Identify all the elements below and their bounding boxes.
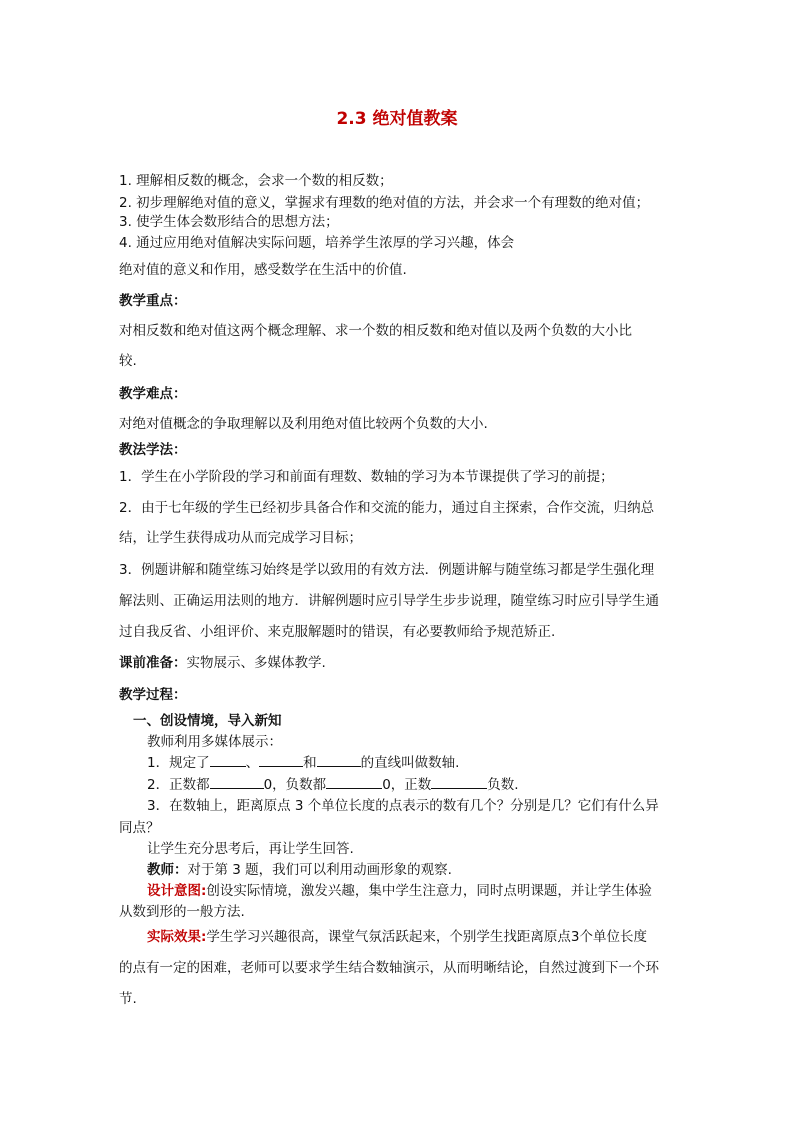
question-3-line-1: 3．在数轴上，距离原点 3 个单位长度的点表示的数有几个？分别是几？它们有什么异 [147,798,659,814]
think-instruction: 让学生充分思考后，再让学生回答. [147,841,354,857]
q2-blank-2 [326,776,382,789]
key-points-line-1: 对相反数和绝对值这两个概念理解、求一个数的相反数和绝对值以及两个负数的大小比 [119,323,632,339]
teacher-text: 对于第 3 题，我们可以利用动画形象的观察. [187,862,452,878]
teacher-note [147,861,452,879]
actual-effect-text-3: 节. [119,991,137,1007]
actual-effect-label: 实际效果: [147,929,207,945]
q1-blank-3 [317,754,361,767]
objective-2: 2. 初步理解绝对值的意义，掌握求有理数的绝对值的方法，并会求一个有理数的绝对值； [119,195,650,211]
objective-4: 4. 通过应用绝对值解决实际问题，培养学生浓厚的学习兴趣，体会 [119,235,515,251]
teacher-label: 教师： [147,862,188,878]
actual-effect-text-2: 的点有一定的困难，老师可以要求学生结合数轴演示，从而明晰结论，自然过渡到下一个环 [119,960,659,976]
q1-blank-2 [259,754,303,767]
actual-effect [147,928,647,946]
difficulties-heading: 教学难点： [119,386,187,402]
q1-text-a: 1．规定了 [147,755,210,771]
methods-line-2: 2．由于七年级的学生已经初步具备合作和交流的能力，通过自主探索，合作交流，归纳总 [119,500,655,516]
question-3-line-2: 同点？ [119,820,160,836]
design-intent-label: 设计意图: [147,883,207,899]
methods-line-6: 过自我反省、小组评价、来克服解题时的错误，有必要教师给予规范矫正. [119,624,556,640]
q2-text-a: 2．正数都 [147,777,210,793]
key-points-heading: 教学重点： [119,293,187,309]
objective-3: 3. 使学生体会数形结合的思想方法； [119,214,339,230]
methods-heading: 教法学法： [119,442,187,458]
design-intent-text-1: 创设实际情境，激发兴趣，集中学生注意力，同时点明课题，并让学生体验 [206,883,652,899]
question-2 [147,776,519,794]
objective-1: 1. 理解相反数的概念，会求一个数的相反数； [119,173,393,189]
q2-text-d: 负数. [487,777,519,793]
process-heading: 教学过程： [119,687,187,703]
key-points-line-2: 较. [119,353,137,369]
methods-line-3: 结，让学生获得成功从而完成学习目标； [119,530,362,546]
q2-text-b: 0，负数都 [263,777,327,793]
methods-line-5: 解法则、正确运用法则的地方．讲解例题时应引导学生步步说理，随堂练习时应引导学生通 [119,593,659,609]
q1-blank-1 [210,754,246,767]
design-intent [147,882,652,900]
section-1-heading: 一、创设情境，导入新知 [133,713,282,729]
process-intro: 教师利用多媒体展示： [147,734,282,750]
prep-text: 实物展示、多媒体教学. [186,655,326,671]
q1-text-d: 的直线叫做数轴. [360,755,460,771]
q1-text-c: 和 [303,755,317,771]
methods-line-4: 3．例题讲解和随堂练习始终是学以致用的有效方法．例题讲解与随堂练习都是学生强化理 [119,562,655,578]
q2-blank-1 [210,776,264,789]
q2-text-c: 0，正数 [382,777,432,793]
objective-4-cont: 绝对值的意义和作用，感受数学在生活中的价值. [119,262,407,278]
design-intent-text-2: 从数到形的一般方法. [119,904,245,920]
methods-line-1: 1．学生在小学阶段的学习和前面有理数、数轴的学习为本节课提供了学习的前提； [119,469,614,485]
document-title: 2.3 绝对值教案 [336,109,458,129]
difficulties-line-1: 对绝对值概念的争取理解以及利用绝对值比较两个负数的大小. [119,416,488,432]
q1-text-b: 、 [245,755,260,771]
prep-paragraph [119,654,326,672]
q2-blank-3 [431,776,487,789]
prep-heading: 课前准备： [119,655,187,671]
question-1 [147,754,459,772]
actual-effect-text-1: 学生学习兴趣很高，课堂气氛活跃起来，个别学生找距离原点3个单位长度 [206,929,647,945]
